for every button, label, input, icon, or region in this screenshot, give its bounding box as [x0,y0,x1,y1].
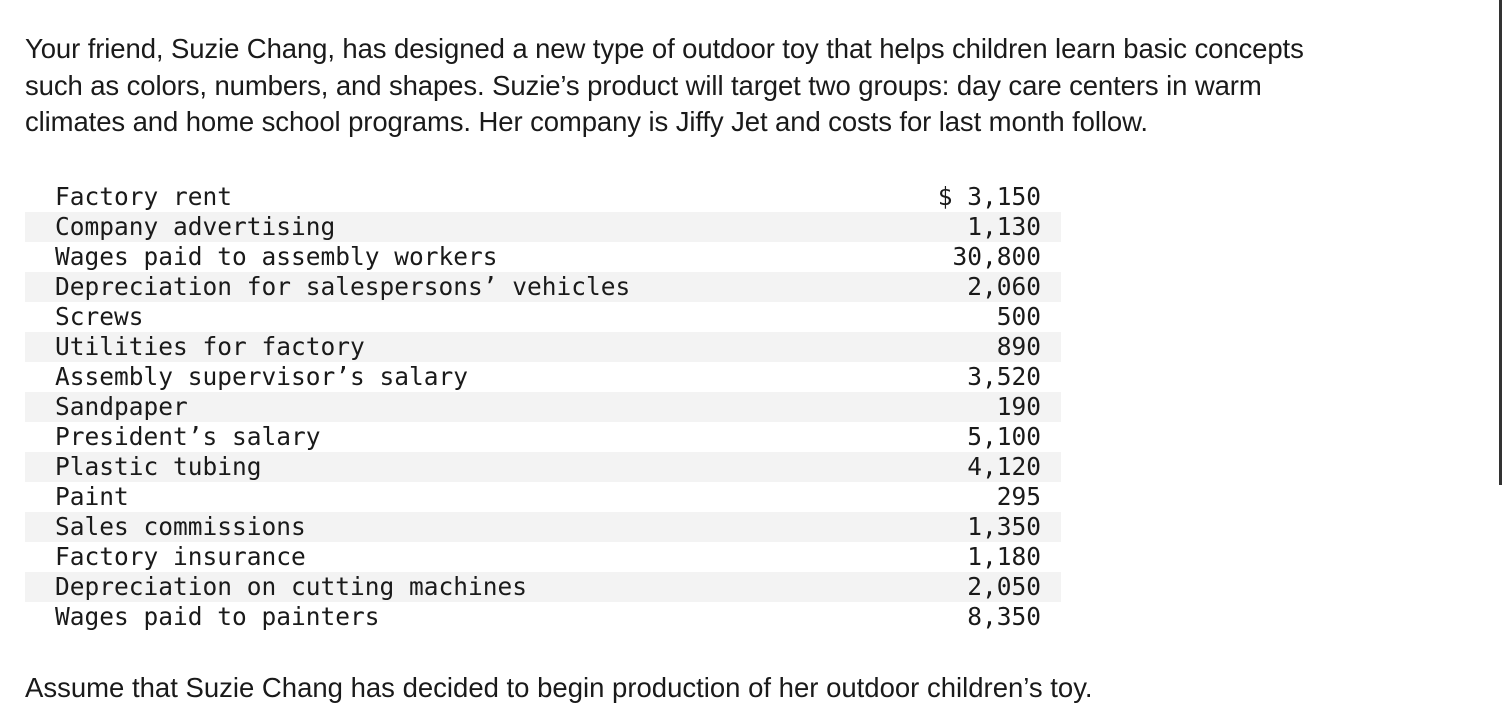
cost-value: 1,180 [967,542,1041,571]
table-row [25,332,1061,362]
table-row [25,482,1061,512]
intro-line: Your friend, Suzie Chang, has designed a new type of outdoor toy that helps children learn basic concepts [25,33,1304,64]
cost-value: 190 [996,392,1041,421]
cost-value: 1,350 [967,512,1041,541]
table-row [25,212,1061,242]
cost-value: $ 3,150 [937,182,1041,211]
table-row [25,452,1061,482]
table-row [25,302,1061,332]
cost-label: Utilities for factory [55,332,365,361]
cost-value: 2,050 [967,572,1041,601]
cost-label: Sales commissions [55,512,306,541]
cost-value: 2,060 [967,272,1041,301]
cost-label: President’s salary [55,422,321,451]
table-row [25,572,1061,602]
cost-label: Plastic tubing [55,452,262,481]
table-row [25,392,1061,422]
cost-value: 1,130 [967,212,1041,241]
table-row [25,512,1061,542]
cost-value: 30,800 [952,242,1041,271]
cost-value: 5,100 [967,422,1041,451]
intro-line: such as colors, numbers, and shapes. Suzie’s product will target two groups: day care centers in warm [25,69,1262,101]
cost-label: Paint [55,482,129,511]
table-row [25,272,1061,302]
cost-label: Wages paid to assembly workers [55,242,498,271]
intro-paragraph [25,31,1502,141]
cost-label: Company advertising [55,212,336,241]
cost-value: 8,350 [967,602,1041,631]
cost-label: Depreciation for salespersons’ vehicles [55,272,631,301]
table-row [25,542,1061,572]
cost-value: 295 [996,482,1041,511]
cost-value: 4,120 [967,452,1041,481]
cost-label: Assembly supervisor’s salary [55,362,469,391]
table-row [25,602,1061,632]
cost-label: Sandpaper [55,392,188,421]
intro-line: climates and home school programs. Her company is Jiffy Jet and costs for last month follow. [25,106,1148,137]
cost-value: 500 [996,302,1041,331]
table-row [25,362,1061,392]
cost-value: 3,520 [967,362,1041,391]
table-row [25,422,1061,452]
table-row [25,242,1061,272]
cost-label: Factory rent [55,182,233,211]
cost-label: Screws [55,302,144,331]
cost-label: Factory insurance [55,542,306,571]
cost-value: 890 [996,332,1041,361]
cost-label: Wages paid to painters [55,602,380,631]
closing-paragraph: Assume that Suzie Chang has decided to begin production of her outdoor children’s toy. [25,672,1093,703]
table-row [25,182,1061,212]
cost-table [25,182,1061,632]
cost-label: Depreciation on cutting machines [55,572,528,601]
